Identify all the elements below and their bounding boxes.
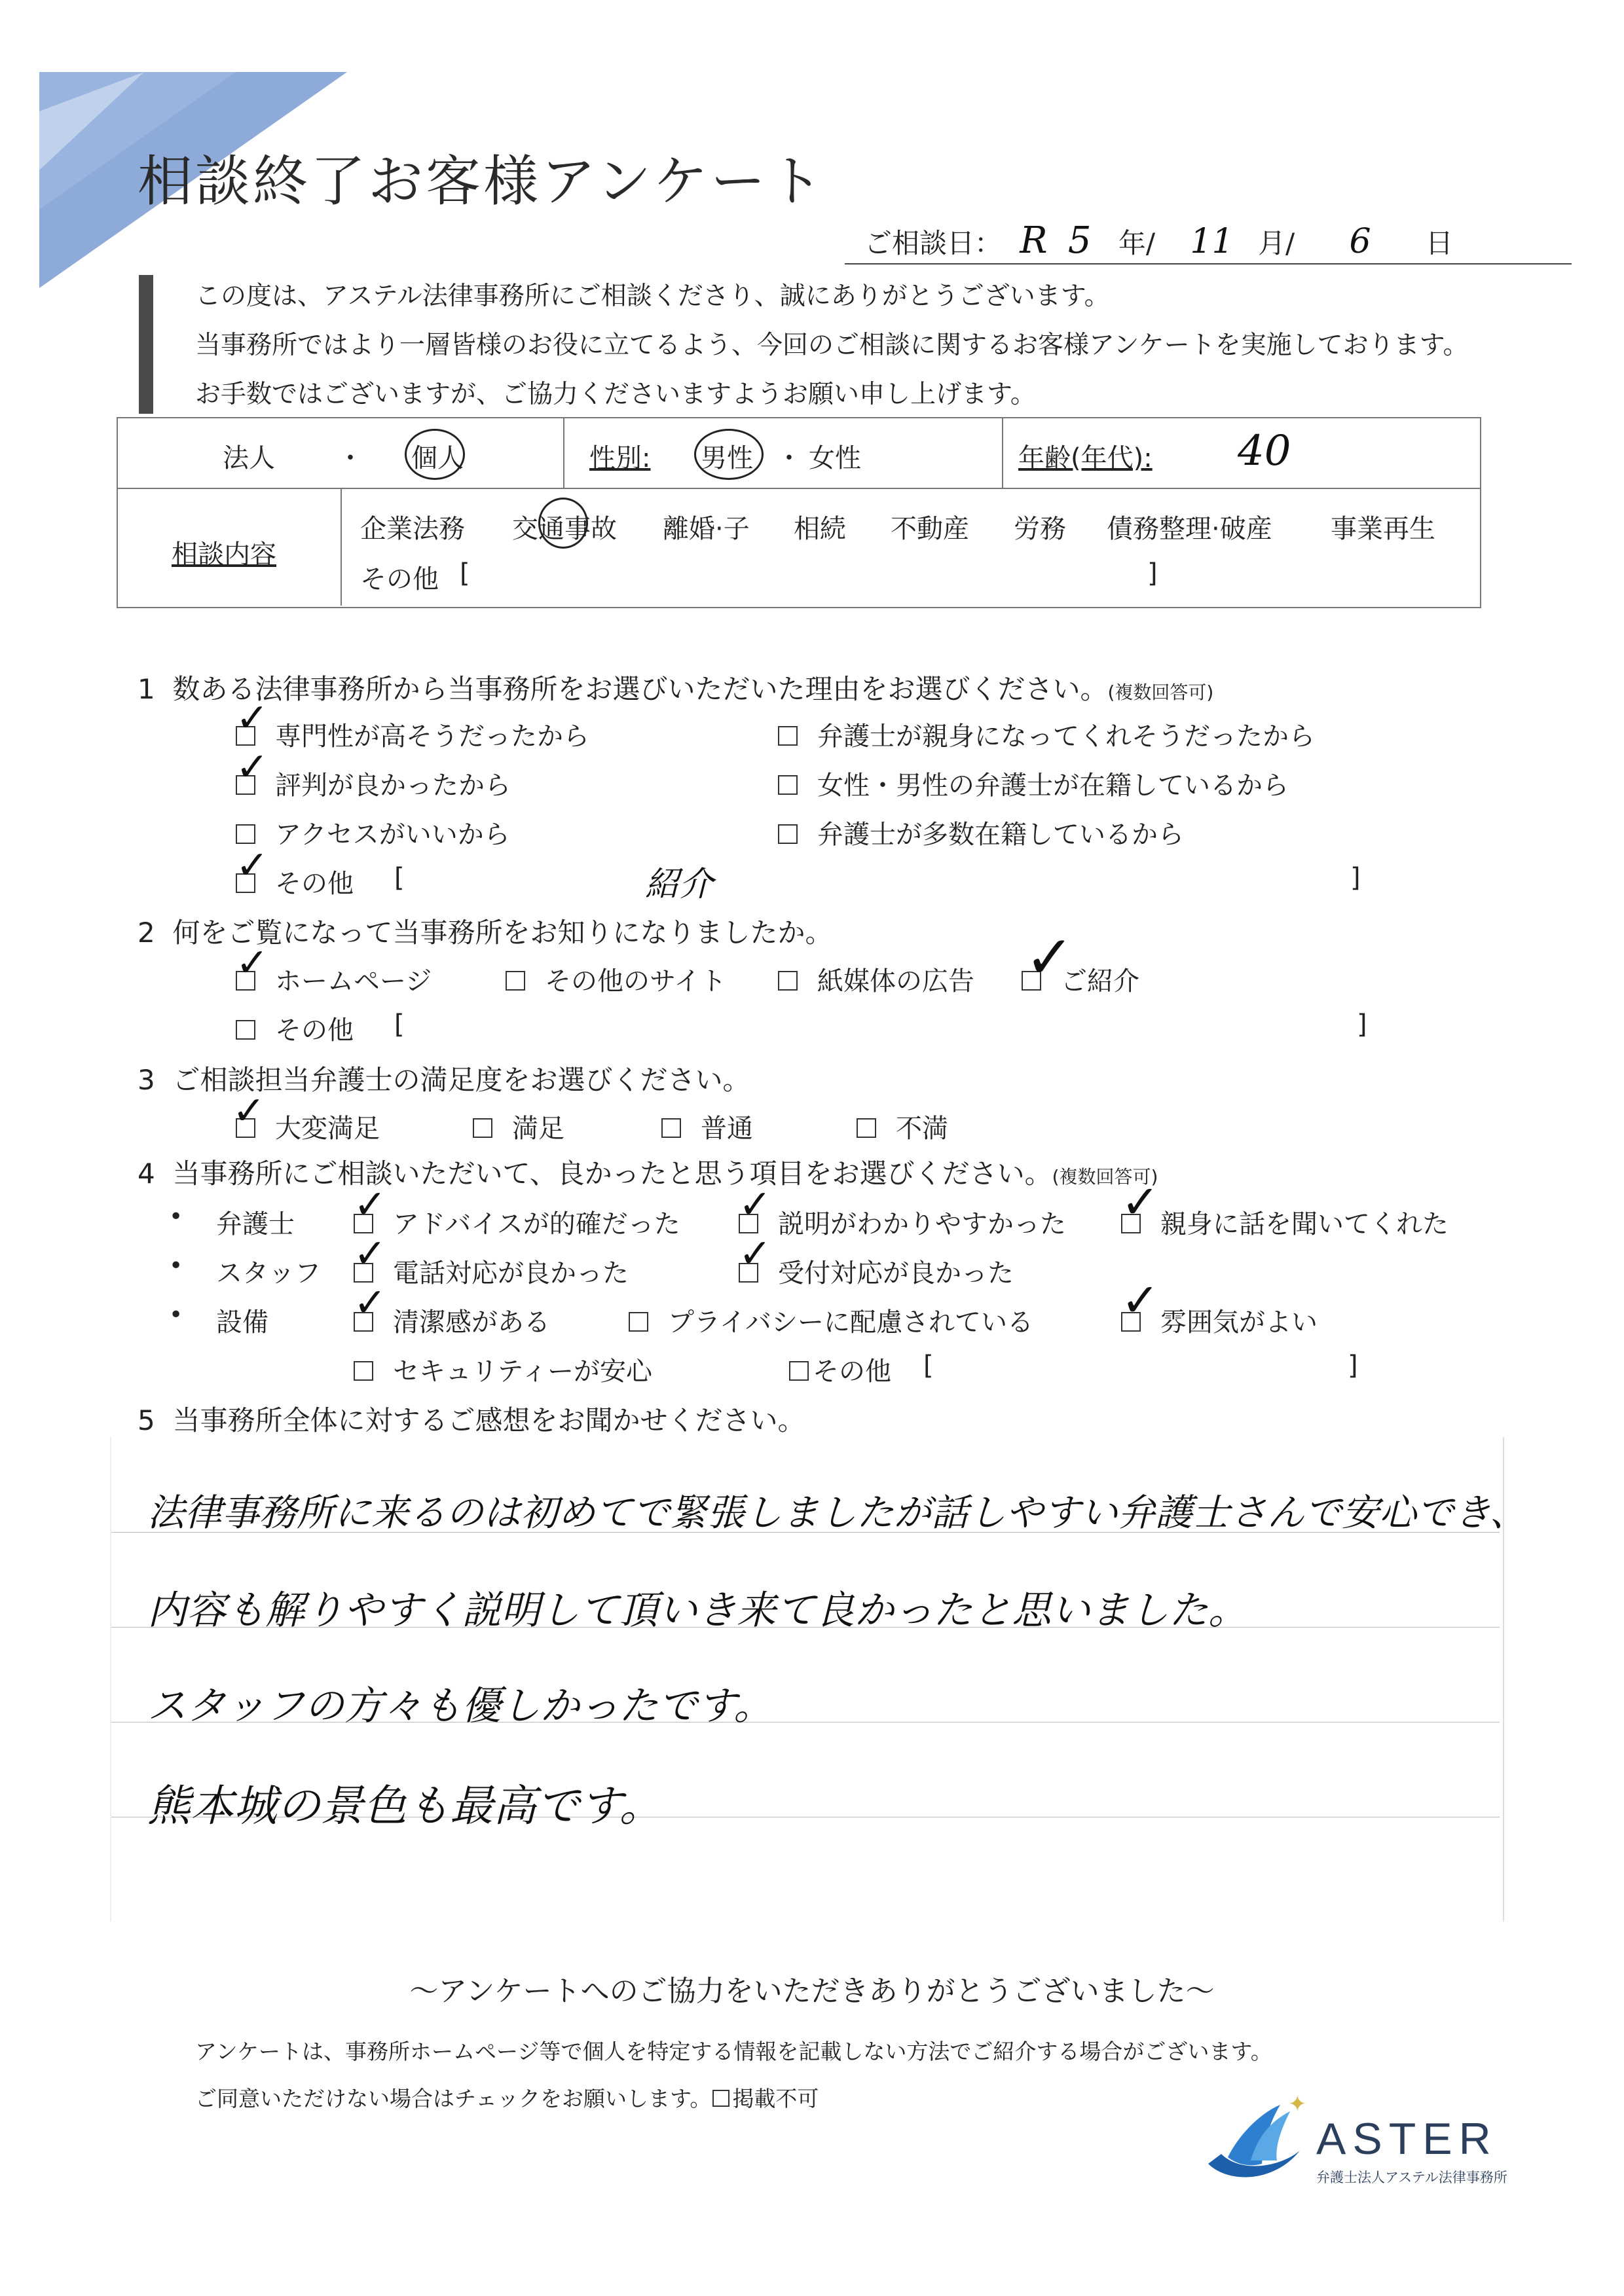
q2-checkbox-other[interactable] bbox=[236, 1020, 255, 1040]
q1-option-caring[interactable] bbox=[778, 716, 1315, 753]
consult-item-labor[interactable]: 労務 bbox=[1014, 514, 1066, 544]
entity-individual[interactable]: 個人 bbox=[411, 443, 464, 473]
q1-other-value[interactable]: 紹介 bbox=[645, 865, 714, 904]
intro-line-2: 当事務所ではより一層皆様のお役に立てるよう、今回のご相談に関するお客様アンケートを実施しております。 bbox=[195, 331, 1469, 360]
q4-checkbox-privacy[interactable] bbox=[629, 1312, 648, 1332]
checkmark-icon: ✓ bbox=[236, 940, 269, 986]
q1-option-label: 評判が良かったから bbox=[275, 771, 511, 801]
date-label: ご相談日： bbox=[864, 227, 1003, 259]
date-month[interactable]: 11 bbox=[1190, 222, 1234, 261]
q1-option-label: 女性・男性の弁護士が在籍しているから bbox=[817, 771, 1289, 801]
bullet: • bbox=[169, 1203, 183, 1230]
q2-option-label: その他のサイト bbox=[545, 966, 727, 996]
q1-note: (複数回答可) bbox=[1107, 682, 1214, 703]
intro-accent-bar bbox=[139, 275, 153, 414]
checkmark-icon: ✓ bbox=[354, 1182, 387, 1228]
q1-option-reputation[interactable] bbox=[236, 765, 511, 802]
entity-corporate[interactable]: 法人 bbox=[223, 443, 275, 473]
q4-text: 当事務所にご相談いただいて、良かったと思う項目をお選びください。 bbox=[172, 1157, 1052, 1190]
date-day-unit: 日 bbox=[1425, 227, 1453, 259]
consult-item-debt[interactable]: 債務整理·破産 bbox=[1107, 514, 1272, 544]
q4-option-label: 受付対応が良かった bbox=[778, 1258, 1014, 1288]
intro-line-1: この度は、アステル法律事務所にご相談くださり、誠にありがとうございます。 bbox=[195, 282, 1110, 311]
q1-option-label: 弁護士が親身になってくれそうだったから bbox=[817, 721, 1315, 752]
q5-number: 5 bbox=[138, 1404, 155, 1436]
q3-heading bbox=[138, 1059, 750, 1098]
gender-female[interactable]: 女性 bbox=[809, 443, 861, 473]
bullet: • bbox=[169, 1252, 183, 1279]
date-year[interactable]: 5 bbox=[1067, 219, 1092, 262]
date-era[interactable]: R bbox=[1020, 219, 1048, 262]
q2-option-label: ご紹介 bbox=[1061, 966, 1139, 996]
q1-option-access[interactable] bbox=[236, 814, 510, 851]
consult-item-restructure[interactable]: 事業再生 bbox=[1331, 514, 1435, 544]
q4-option-advice[interactable] bbox=[354, 1203, 680, 1241]
q1-number: 1 bbox=[138, 673, 155, 705]
q2-option-label: ホームページ bbox=[275, 966, 432, 996]
q3-checkbox-neutral[interactable] bbox=[661, 1118, 681, 1138]
checkmark-icon: ✓ bbox=[236, 843, 269, 888]
q2-option-label: 紙媒体の広告 bbox=[817, 966, 974, 996]
q4-option-listening[interactable] bbox=[1121, 1203, 1449, 1241]
q4-checkbox-security[interactable] bbox=[354, 1361, 373, 1381]
q1-checkbox-caring[interactable] bbox=[778, 726, 798, 746]
q3-text: ご相談担当弁護士の満足度をお選びください。 bbox=[172, 1064, 750, 1096]
q1-option-gender[interactable] bbox=[778, 765, 1289, 802]
q3-option-dissatisfied[interactable] bbox=[857, 1108, 948, 1145]
q2-other-bracket-close: ] bbox=[1357, 1010, 1367, 1040]
q4-option-label: 電話対応が良かった bbox=[393, 1258, 629, 1288]
q4-other-bracket-close: ] bbox=[1348, 1351, 1358, 1381]
q4-option-label: 親身に話を聞いてくれた bbox=[1160, 1209, 1449, 1239]
q2-number: 2 bbox=[138, 917, 155, 949]
consult-other-bracket-close: ] bbox=[1147, 558, 1158, 589]
thanks-message: ～アンケートへのご協力をいただきありがとうございました～ bbox=[409, 1975, 1215, 2008]
consult-other-bracket-open: [ bbox=[460, 558, 470, 589]
entity-separator: ・ bbox=[337, 443, 363, 473]
q1-checkbox-access[interactable] bbox=[236, 824, 255, 844]
q5-answer-line-1[interactable]: 法律事務所に来るのは初めてで緊張しましたが話しやすい弁護士さんで安心でき、 bbox=[147, 1491, 1527, 1535]
footer-note-2-text: ご同意いただけない場合はチェックをお願いします。 bbox=[195, 2086, 712, 2111]
date-day[interactable]: 6 bbox=[1349, 222, 1371, 261]
q4-number: 4 bbox=[138, 1157, 155, 1190]
consult-col-divider bbox=[341, 489, 342, 606]
gender-label: 性別: bbox=[589, 443, 651, 473]
q5-answer-line-4[interactable]: 熊本城の景色も最高です。 bbox=[147, 1781, 663, 1831]
q1-option-many[interactable] bbox=[778, 814, 1184, 851]
aster-logo-icon bbox=[1202, 2092, 1313, 2190]
footer-note-2 bbox=[195, 2082, 819, 2113]
q4-option-label: 清潔感がある bbox=[393, 1307, 550, 1338]
date-year-unit: 年/ bbox=[1118, 227, 1156, 259]
consult-item-realestate[interactable]: 不動産 bbox=[891, 514, 969, 544]
q5-heading bbox=[138, 1399, 805, 1438]
q4-option-label: アドバイスが的確だった bbox=[393, 1209, 680, 1239]
q2-option-othersite[interactable] bbox=[506, 960, 726, 998]
consult-item-traffic[interactable]: 交通事故 bbox=[512, 514, 617, 544]
q4-option-label: プライバシーに配慮されている bbox=[668, 1307, 1033, 1338]
profile-col-divider-2 bbox=[1002, 418, 1003, 488]
q3-checkbox-dissatisfied[interactable] bbox=[857, 1118, 876, 1138]
consult-other-label: その他 bbox=[360, 564, 439, 594]
logo-wordmark: ASTER bbox=[1316, 2114, 1498, 2164]
age-value[interactable]: 40 bbox=[1238, 427, 1291, 475]
q3-option-neutral[interactable] bbox=[661, 1108, 753, 1145]
q4-group-staff: スタッフ bbox=[216, 1258, 321, 1288]
q5-answer-line-2[interactable]: 内容も解りやすく説明して頂いき来て良かったと思いました。 bbox=[147, 1588, 1247, 1633]
checkmark-icon: ✓ bbox=[232, 1088, 266, 1134]
checkmark-icon: ✓ bbox=[1121, 1273, 1160, 1327]
profile-row-divider bbox=[118, 488, 1480, 489]
consult-item-corporate[interactable]: 企業法務 bbox=[360, 514, 465, 544]
q4-heading bbox=[138, 1152, 1158, 1192]
footer-note-1: アンケートは、事務所ホームページ等で個人を特定する情報を記載しない方法でご紹介する場合がございます。 bbox=[195, 2039, 1272, 2064]
q3-option-label: 大変満足 bbox=[275, 1114, 380, 1144]
circle-mark-traffic bbox=[538, 498, 588, 549]
gender-male[interactable]: 男性 bbox=[701, 443, 753, 473]
q1-checkbox-many[interactable] bbox=[778, 824, 798, 844]
q1-option-expertise[interactable] bbox=[236, 716, 589, 753]
q2-checkbox-othersite[interactable] bbox=[506, 971, 525, 991]
profile-col-divider-1 bbox=[563, 418, 564, 488]
q4-option-other[interactable] bbox=[789, 1351, 891, 1388]
q1-option-label: 専門性が高そうだったから bbox=[275, 721, 589, 752]
q2-other-label: その他 bbox=[275, 1015, 354, 1046]
q1-option-label: アクセスがいいから bbox=[275, 820, 510, 850]
q4-option-label: その他 bbox=[813, 1357, 891, 1387]
checkmark-icon: ✓ bbox=[236, 695, 269, 741]
q2-checkbox-paper[interactable] bbox=[778, 971, 798, 991]
date-underline bbox=[845, 263, 1572, 264]
gender-separator: ・ bbox=[776, 443, 802, 473]
q4-option-security[interactable] bbox=[354, 1351, 652, 1388]
q3-number: 3 bbox=[138, 1064, 155, 1096]
q4-option-label: 雰囲気がよい bbox=[1160, 1307, 1318, 1338]
q1-other-label: その他 bbox=[275, 869, 354, 899]
checkmark-icon: ✓ bbox=[1025, 923, 1075, 992]
consult-label: 相談内容 bbox=[172, 539, 276, 570]
circle-mark-individual bbox=[405, 429, 465, 480]
checkmark-icon: ✓ bbox=[354, 1231, 387, 1277]
intro-line-3: お手数ではございますが、ご協力くださいますようお願い申し上げます。 bbox=[195, 380, 1036, 409]
q4-option-explanation[interactable] bbox=[739, 1203, 1066, 1241]
q3-checkbox-satisfied[interactable] bbox=[473, 1118, 492, 1138]
q1-checkbox-gender[interactable] bbox=[778, 775, 798, 795]
q3-option-satisfied[interactable] bbox=[473, 1108, 564, 1145]
q1-other-bracket-close: ] bbox=[1350, 863, 1361, 893]
q2-option-other[interactable] bbox=[236, 1010, 354, 1047]
logo-subtitle: 弁護士法人アステル法律事務所 bbox=[1316, 2170, 1507, 2185]
q2-text: 何をご覧になって当事務所をお知りになりましたか。 bbox=[172, 917, 833, 949]
svg-text:✦: ✦ bbox=[1288, 2092, 1307, 2117]
q4-option-reception[interactable] bbox=[739, 1252, 1014, 1290]
checkmark-icon: ✓ bbox=[1121, 1175, 1160, 1229]
q3-option-label: 不満 bbox=[896, 1114, 948, 1144]
consult-item-divorce[interactable]: 離婚·子 bbox=[663, 514, 750, 544]
page-title: 相談終了お客様アンケート bbox=[138, 149, 826, 213]
consult-item-inheritance[interactable]: 相続 bbox=[794, 514, 846, 544]
q3-option-label: 満足 bbox=[512, 1114, 564, 1144]
q2-option-paper[interactable] bbox=[778, 960, 974, 998]
q4-option-label: 説明がわかりやすかった bbox=[778, 1209, 1066, 1239]
date-month-unit: 月/ bbox=[1257, 227, 1295, 259]
q4-checkbox-other[interactable] bbox=[789, 1361, 809, 1381]
q2-other-bracket-open: [ bbox=[394, 1010, 405, 1040]
q5-text: 当事務所全体に対するご感想をお聞かせください。 bbox=[172, 1404, 805, 1436]
q4-note: (複数回答可) bbox=[1052, 1166, 1158, 1188]
checkmark-icon: ✓ bbox=[739, 1231, 772, 1277]
q4-option-privacy[interactable] bbox=[629, 1302, 1033, 1339]
q4-option-phone[interactable] bbox=[354, 1252, 629, 1290]
q4-group-facility: 設備 bbox=[216, 1307, 268, 1338]
q1-other-bracket-open: [ bbox=[394, 863, 405, 893]
q4-other-bracket-open: [ bbox=[923, 1351, 934, 1381]
circle-mark-male bbox=[694, 429, 764, 480]
q5-answer-line-3[interactable]: スタッフの方々も優しかったです。 bbox=[147, 1683, 773, 1729]
opt-out-checkbox[interactable] bbox=[712, 2090, 729, 2107]
checkmark-icon: ✓ bbox=[354, 1280, 387, 1326]
q3-option-label: 普通 bbox=[701, 1114, 753, 1144]
q1-text: 数ある法律事務所から当事務所をお選びいただいた理由をお選びください。 bbox=[172, 673, 1108, 705]
opt-out-label: 掲載不可 bbox=[732, 2086, 819, 2111]
age-label: 年齢(年代): bbox=[1018, 443, 1153, 473]
q1-option-label: 弁護士が多数在籍しているから bbox=[817, 820, 1184, 850]
bullet: • bbox=[169, 1302, 183, 1328]
consult-date bbox=[864, 219, 1453, 262]
q4-option-label: セキュリティーが安心 bbox=[393, 1357, 652, 1387]
q4-group-lawyer: 弁護士 bbox=[216, 1209, 295, 1239]
q1-heading bbox=[138, 668, 1213, 707]
checkmark-icon: ✓ bbox=[236, 744, 269, 790]
checkmark-icon: ✓ bbox=[739, 1182, 772, 1228]
